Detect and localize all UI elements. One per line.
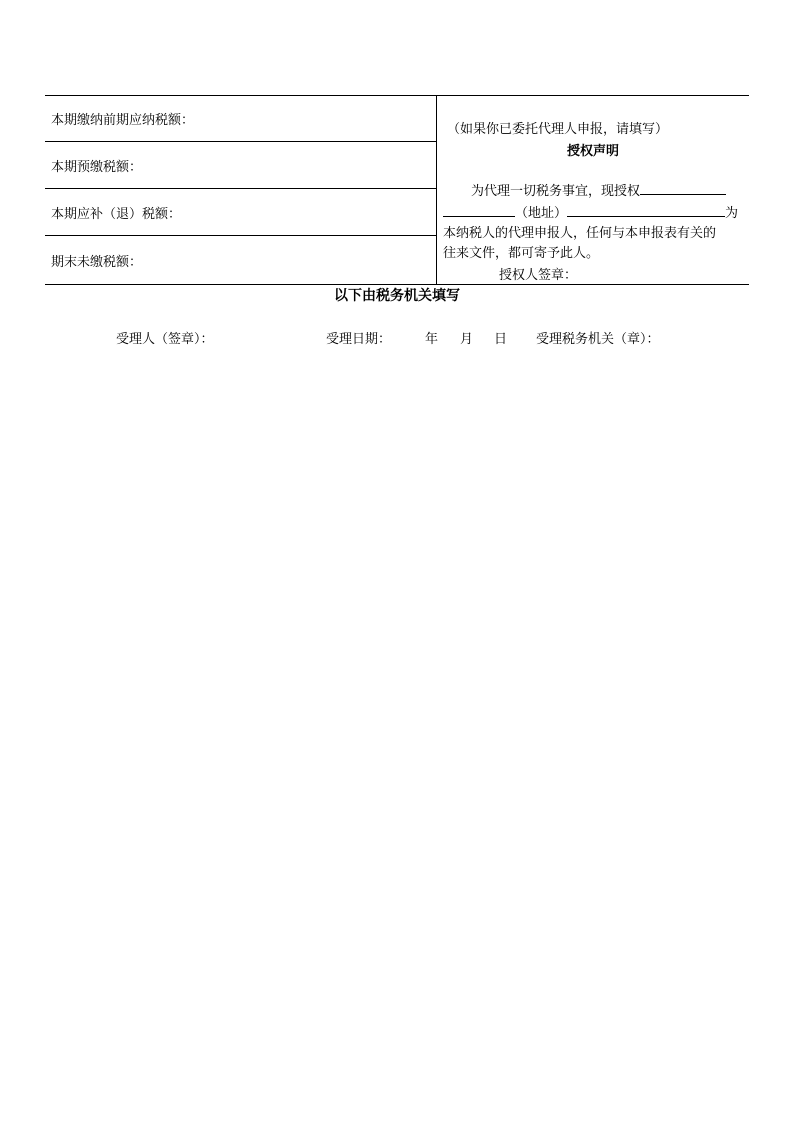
address-label: （地址）	[515, 206, 568, 221]
year-label: 年	[425, 332, 439, 347]
row-label: 期末未缴税额：	[51, 254, 143, 270]
row-prepaid-tax	[45, 143, 436, 189]
tax-authority-footer	[0, 328, 794, 348]
address-blank[interactable]	[567, 202, 725, 217]
agent-name-blank[interactable]	[640, 180, 726, 195]
authorization-statement	[437, 96, 749, 284]
tax-authority-section-title: 以下由税务机关填写	[334, 288, 460, 304]
tax-amounts-column	[45, 96, 437, 284]
row-unpaid-tax	[45, 237, 436, 283]
authorizer-signature-label: 授权人签章：	[499, 268, 578, 283]
declaration-form-table	[45, 95, 749, 285]
authorization-line-1	[443, 180, 745, 202]
authorization-line-2	[443, 202, 745, 224]
row-label: 本期缴纳前期应纳税额：	[51, 113, 195, 128]
authorization-title: 授权声明	[566, 144, 619, 159]
authorization-note: （如果你已委托代理人申报，请填写）	[447, 122, 669, 137]
receiver-signature-label: 受理人（签章）：	[116, 332, 214, 347]
row-label: 本期应补（退）税额：	[51, 207, 182, 222]
authorization-body	[443, 180, 745, 264]
day-label: 日	[494, 332, 508, 347]
authorization-text: 为	[725, 206, 739, 221]
row-prior-period-tax	[45, 96, 436, 142]
row-label: 本期预缴税额：	[51, 160, 143, 175]
row-tax-due-refund	[45, 190, 436, 236]
receiving-tax-office-label: 受理税务机关（章）：	[536, 332, 660, 347]
agent-name-blank-cont[interactable]	[443, 202, 515, 217]
month-label: 月	[460, 332, 474, 347]
authorization-line-3: 本纳税人的代理申报人，任何与本申报表有关的	[443, 226, 717, 241]
receipt-date-label: 受理日期：	[326, 332, 392, 347]
authorization-line-4: 往来文件，都可寄予此人。	[443, 246, 600, 261]
authorization-text: 为代理一切税务事宜，现授权	[471, 184, 641, 199]
